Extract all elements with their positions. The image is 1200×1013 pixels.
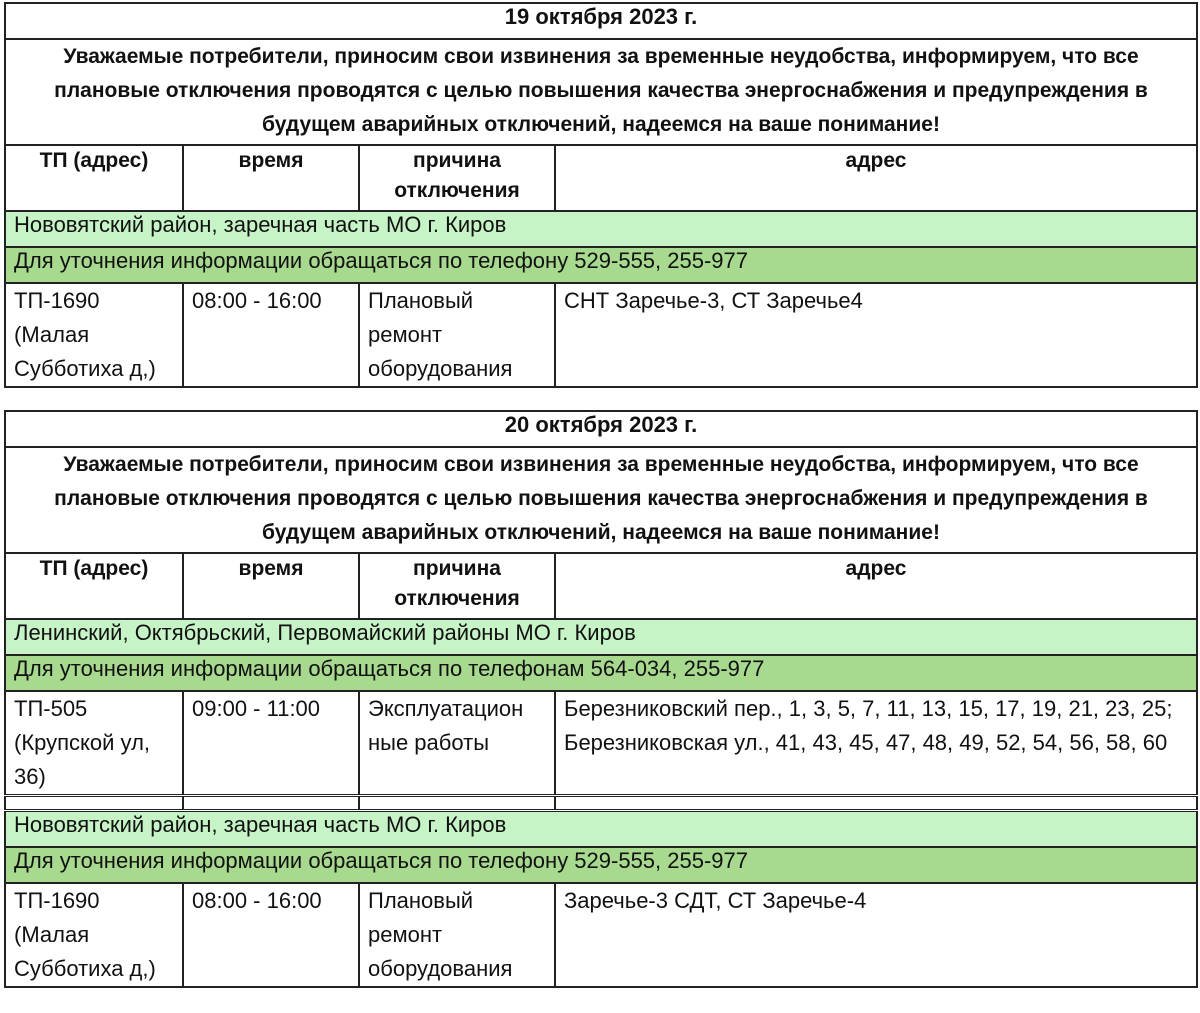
contact-phone-row: Для уточнения информации обращаться по телефону 529-555, 255-977: [5, 847, 1197, 883]
outage-table: [4, 2, 1198, 388]
time-cell: 08:00 - 16:00: [183, 883, 359, 987]
tp-cell: [5, 283, 183, 387]
tp-location: (Крупской ул, 36): [14, 730, 151, 789]
reason-cell: Эксплуатацион ные работы: [359, 691, 555, 796]
contact-phone-row: Для уточнения информации обращаться по телефону 529-555, 255-977: [5, 247, 1197, 283]
apology-notice: Уважаемые потребители, приносим свои извинения за временные неудобства, информируем, что все плановые отключения проводятся с целью повышения качества энергоснабжения и предупреждения в будущем аварийных отключений, надеемся на ваше понимание!: [5, 447, 1197, 553]
table-row: [5, 883, 1197, 987]
column-header-time: время: [183, 145, 359, 211]
row-separator: [5, 796, 1197, 811]
schedule-date: 20 октября 2023 г.: [5, 411, 1197, 447]
address-cell: Березниковский пер., 1, 3, 5, 7, 11, 13, 15, 17, 19, 21, 23, 25; Березниковская ул., 41, 43, 45, 47, 48, 49, 52, 54, 56, 58, 60: [555, 691, 1197, 796]
tp-number: ТП-1690: [14, 888, 100, 913]
contact-phone-row: Для уточнения информации обращаться по телефонам 564-034, 255-977: [5, 655, 1197, 691]
schedule-date: 19 октября 2023 г.: [5, 3, 1197, 39]
tp-cell: [5, 883, 183, 987]
apology-notice: Уважаемые потребители, приносим свои извинения за временные неудобства, информируем, что все плановые отключения проводятся с целью повышения качества энергоснабжения и предупреждения в будущем аварийных отключений, надеемся на ваше понимание!: [5, 39, 1197, 145]
tp-cell: [5, 691, 183, 796]
schedule-block-oct-19: [4, 2, 1198, 388]
address-cell: СНТ Заречье-3, СТ Заречье4: [555, 283, 1197, 387]
district-row: Ленинский, Октябрьский, Первомайский районы МО г. Киров: [5, 619, 1197, 655]
column-header-reason: причина отключения: [359, 145, 555, 211]
table-row: [5, 283, 1197, 387]
reason-cell: Плановый ремонт оборудования: [359, 283, 555, 387]
table-row: [5, 691, 1197, 796]
address-cell: Заречье-3 СДТ, СТ Заречье-4: [555, 883, 1197, 987]
column-header-time: время: [183, 553, 359, 619]
reason-cell: Плановый ремонт оборудования: [359, 883, 555, 987]
column-header-tp: ТП (адрес): [5, 145, 183, 211]
tp-number: ТП-1690: [14, 288, 100, 313]
column-header-address: адрес: [555, 145, 1197, 211]
outage-table: [4, 410, 1198, 988]
schedule-block-oct-20: [4, 410, 1198, 988]
tp-number: ТП-505: [14, 696, 88, 721]
column-header-reason: причина отключения: [359, 553, 555, 619]
column-header-tp: ТП (адрес): [5, 553, 183, 619]
time-cell: 08:00 - 16:00: [183, 283, 359, 387]
district-row: Нововятский район, заречная часть МО г. Киров: [5, 811, 1197, 848]
tp-location: (Малая Субботиха д,): [14, 922, 156, 981]
time-cell: 09:00 - 11:00: [183, 691, 359, 796]
tp-location: (Малая Субботиха д,): [14, 322, 156, 381]
column-header-address: адрес: [555, 553, 1197, 619]
district-row: Нововятский район, заречная часть МО г. Киров: [5, 211, 1197, 247]
